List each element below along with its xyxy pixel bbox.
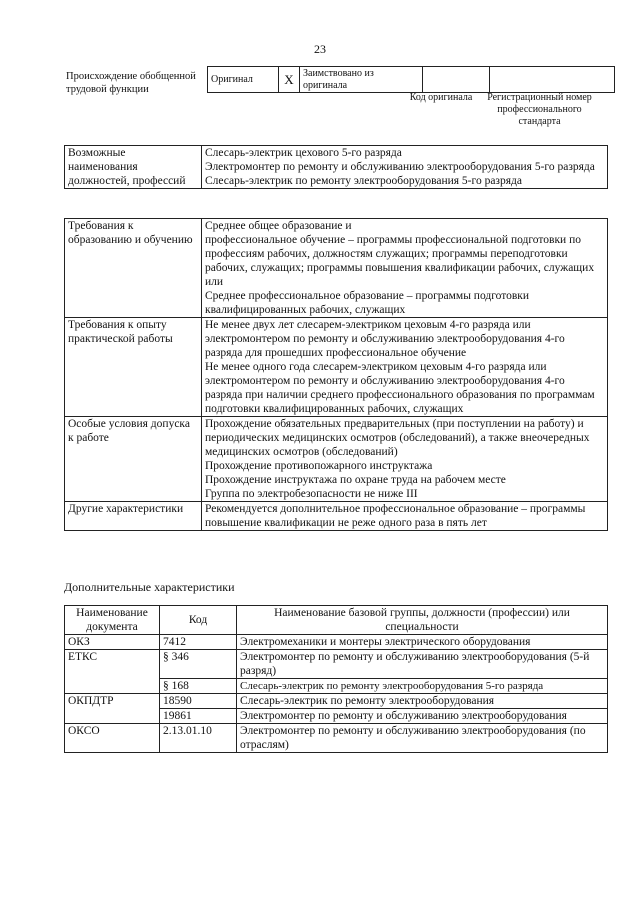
requirement-line: Группа по электробезопасности не ниже III — [205, 488, 418, 500]
requirement-line: Среднее профессиональное образование – программы подготовки квалифицированных рабочих, служащих — [205, 290, 530, 316]
doc-cell: ОКСО — [65, 724, 160, 753]
table-row — [65, 694, 608, 709]
reg-cell — [490, 67, 615, 93]
additional-heading: Дополнительные характеристики — [64, 580, 235, 594]
page-number: 23 — [314, 42, 326, 56]
col-doc-header: Наименование документа — [65, 606, 160, 635]
name-cell: Слесарь-электрик по ремонту электрооборудования 5-го разряда — [237, 679, 608, 694]
table-row — [65, 635, 608, 650]
positions-values — [202, 146, 608, 189]
code-cell: 19861 — [160, 709, 237, 724]
name-cell: Слесарь-электрик по ремонту электрооборудования — [237, 694, 608, 709]
admission-values — [202, 417, 608, 502]
original-mark: X — [279, 67, 300, 93]
name-cell: Электромонтер по ремонту и обслуживанию электрооборудования (5-й разряд) — [237, 650, 608, 679]
positions-label: Возможные наименования должностей, профессий — [65, 146, 202, 189]
requirement-line: Рекомендуется дополнительное профессиональное образование – программы повышение квалификации не реже одного раза в пять лет — [205, 503, 586, 529]
positions-table — [64, 145, 608, 189]
original-label: Оригинал — [208, 67, 279, 93]
requirement-line: Прохождение инструктажа по охране труда на рабочем месте — [205, 474, 506, 486]
doc-cell: ЕТКС — [65, 650, 160, 694]
additional-table — [64, 605, 608, 753]
borrowed-label: Заимствовано из оригинала — [300, 67, 423, 93]
code-cell: 18590 — [160, 694, 237, 709]
other-label: Другие характеристики — [65, 502, 202, 531]
table-row — [65, 650, 608, 679]
requirement-line: или — [205, 276, 224, 288]
table-row — [65, 724, 608, 753]
education-label: Требования к образованию и обучению — [65, 219, 202, 318]
name-cell: Электромонтер по ремонту и обслуживанию электрооборудования — [237, 709, 608, 724]
doc-cell: ОКПДТР — [65, 694, 160, 724]
requirement-line: Не менее двух лет слесарем-электриком цеховым 4-го разряда или электромонтером по ремонту и обслуживанию электрооборудования 4-го разряда для прошедших профессиональное обучение — [205, 319, 565, 359]
name-cell: Электромонтер по ремонту и обслуживанию электрооборудования (по отраслям) — [237, 724, 608, 753]
requirement-line: Не менее одного года слесарем-электриком цеховым 4-го разряда или электромонтером по ремонту и обслуживанию электрооборудования 4-го разряда при наличии среднего профессионального образования по программам подготовки квалифицированных рабочих, служащих — [205, 361, 595, 415]
name-cell: Электромеханики и монтеры электрического оборудования — [237, 635, 608, 650]
experience-values — [202, 318, 608, 417]
requirement-line: Среднее общее образование и — [205, 220, 352, 232]
position-line: Слесарь-электрик по ремонту электрооборудования 5-го разряда — [205, 175, 522, 187]
position-line: Слесарь-электрик цехового 5-го разряда — [205, 147, 402, 159]
col-name-header: Наименование базовой группы, должности (профессии) или специальности — [237, 606, 608, 635]
position-line: Электромонтер по ремонту и обслуживанию электрооборудования 5-го разряда — [205, 161, 595, 173]
origin-label: Происхождение обобщенной трудовой функции — [66, 71, 196, 95]
education-values — [202, 219, 608, 318]
code-cell: 2.13.01.10 — [160, 724, 237, 753]
reg-label: Регистрационный номер профессионального стандарта — [487, 92, 592, 127]
code-cell — [423, 67, 490, 93]
col-code-header: Код — [160, 606, 237, 635]
doc-cell: ОКЗ — [65, 635, 160, 650]
requirement-line: Прохождение обязательных предварительных (при поступлении на работу) и периодических медицинских осмотров (обследований), а также внеочередных медицинских осмотров (обследований) — [205, 418, 590, 458]
code-cell: § 168 — [160, 679, 237, 694]
code-cell: 7412 — [160, 635, 237, 650]
other-values — [202, 502, 608, 531]
admission-label: Особые условия допуска к работе — [65, 417, 202, 502]
origin-table — [207, 66, 615, 93]
requirement-line: Прохождение противопожарного инструктажа — [205, 460, 433, 472]
code-label: Код оригинала — [409, 92, 473, 103]
requirement-line: профессиональное обучение – программы профессиональной подготовки по профессиям рабочих, должностям служащих; программы переподготовки рабочих, служащих; программы повышения квалификации рабочих, служащих — [205, 234, 595, 274]
experience-label: Требования к опыту практической работы — [65, 318, 202, 417]
requirements-table — [64, 218, 608, 531]
code-cell: § 346 — [160, 650, 237, 679]
